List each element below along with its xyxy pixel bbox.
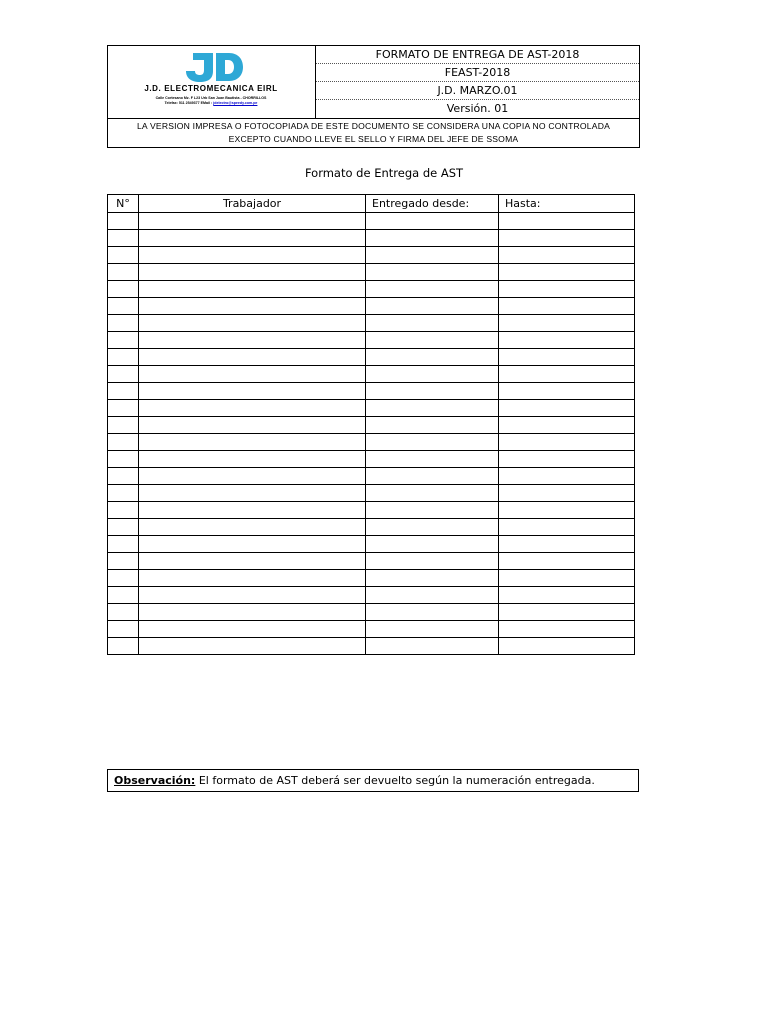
table-row bbox=[108, 349, 635, 366]
table-row bbox=[108, 451, 635, 468]
cell-delivered-from[interactable] bbox=[366, 468, 499, 485]
cell-number[interactable] bbox=[108, 485, 139, 502]
cell-delivered-from[interactable] bbox=[366, 349, 499, 366]
cell-worker[interactable] bbox=[139, 502, 366, 519]
cell-until[interactable] bbox=[499, 621, 635, 638]
table-row bbox=[108, 570, 635, 587]
cell-number[interactable] bbox=[108, 315, 139, 332]
document-date: J.D. MARZO.01 bbox=[316, 82, 639, 100]
company-contact bbox=[108, 101, 314, 105]
control-notice-line-1: LA VERSION IMPRESA O FOTOCOPIADA DE ESTE DOCUMENTO SE CONSIDERA UNA COPIA NO CONTROLADA bbox=[136, 121, 611, 131]
document-header bbox=[107, 45, 640, 148]
document-version: Versión. 01 bbox=[446, 102, 509, 115]
cell-number[interactable] bbox=[108, 434, 139, 451]
cell-until[interactable] bbox=[499, 400, 635, 417]
control-notice bbox=[108, 118, 639, 147]
document-code: FEAST-2018 bbox=[316, 64, 639, 82]
cell-until[interactable] bbox=[499, 553, 635, 570]
cell-worker[interactable] bbox=[139, 349, 366, 366]
table-row bbox=[108, 417, 635, 434]
cell-worker[interactable] bbox=[139, 587, 366, 604]
cell-number[interactable] bbox=[108, 536, 139, 553]
table-row bbox=[108, 315, 635, 332]
form-title: Formato de Entrega de AST bbox=[304, 166, 464, 180]
company-address: Calle Cortesano Mz. F L23 Urb San Juan Bautista - CHORRILLOS bbox=[155, 96, 267, 100]
delivery-table bbox=[107, 194, 635, 655]
table-row bbox=[108, 213, 635, 230]
cell-worker[interactable] bbox=[139, 621, 366, 638]
cell-worker[interactable] bbox=[139, 536, 366, 553]
company-name: J.D. ELECTROMECANICA EIRL bbox=[144, 84, 278, 93]
cell-delivered-from[interactable] bbox=[366, 281, 499, 298]
cell-number[interactable] bbox=[108, 621, 139, 638]
observation-box bbox=[107, 769, 639, 792]
cell-number[interactable] bbox=[108, 638, 139, 655]
cell-delivered-from[interactable] bbox=[366, 519, 499, 536]
cell-until[interactable] bbox=[499, 468, 635, 485]
cell-worker[interactable] bbox=[139, 519, 366, 536]
cell-until[interactable] bbox=[499, 230, 635, 247]
cell-until[interactable] bbox=[499, 247, 635, 264]
cell-until[interactable] bbox=[499, 485, 635, 502]
cell-worker[interactable] bbox=[139, 230, 366, 247]
cell-until[interactable] bbox=[499, 281, 635, 298]
cell-worker[interactable] bbox=[139, 264, 366, 281]
column-header-worker: Trabajador bbox=[139, 195, 366, 213]
column-header-delivered-from: Entregado desde: bbox=[366, 195, 499, 213]
table-row bbox=[108, 638, 635, 655]
cell-until[interactable] bbox=[499, 536, 635, 553]
cell-until[interactable] bbox=[499, 315, 635, 332]
table-row bbox=[108, 468, 635, 485]
cell-delivered-from[interactable] bbox=[366, 264, 499, 281]
cell-number[interactable] bbox=[108, 264, 139, 281]
cell-number[interactable] bbox=[108, 451, 139, 468]
cell-worker[interactable] bbox=[139, 468, 366, 485]
cell-number[interactable] bbox=[108, 519, 139, 536]
cell-number[interactable] bbox=[108, 383, 139, 400]
cell-delivered-from[interactable] bbox=[366, 383, 499, 400]
column-header-number: N° bbox=[108, 195, 139, 213]
cell-number[interactable] bbox=[108, 247, 139, 264]
cell-delivered-from[interactable] bbox=[366, 502, 499, 519]
cell-worker[interactable] bbox=[139, 400, 366, 417]
cell-worker[interactable] bbox=[139, 383, 366, 400]
cell-delivered-from[interactable] bbox=[366, 400, 499, 417]
cell-number[interactable] bbox=[108, 349, 139, 366]
cell-delivered-from[interactable] bbox=[366, 485, 499, 502]
cell-delivered-from[interactable] bbox=[366, 298, 499, 315]
company-contact-text: Telefax: 511 2549377 EMail : bbox=[164, 101, 213, 105]
cell-number[interactable] bbox=[108, 587, 139, 604]
table-row bbox=[108, 553, 635, 570]
cell-delivered-from[interactable] bbox=[366, 451, 499, 468]
cell-until[interactable] bbox=[499, 587, 635, 604]
cell-worker[interactable] bbox=[139, 485, 366, 502]
cell-until[interactable] bbox=[499, 434, 635, 451]
cell-delivered-from[interactable] bbox=[366, 315, 499, 332]
cell-number[interactable] bbox=[108, 502, 139, 519]
cell-worker[interactable] bbox=[139, 604, 366, 621]
table-row bbox=[108, 383, 635, 400]
cell-delivered-from[interactable] bbox=[366, 230, 499, 247]
cell-delivered-from[interactable] bbox=[366, 247, 499, 264]
control-notice-line-2: EXCEPTO CUANDO LLEVE EL SELLO Y FIRMA DEL JEFE DE SSOMA bbox=[228, 134, 519, 144]
cell-until[interactable] bbox=[499, 264, 635, 281]
cell-worker[interactable] bbox=[139, 315, 366, 332]
cell-until[interactable] bbox=[499, 349, 635, 366]
cell-worker[interactable] bbox=[139, 281, 366, 298]
cell-worker[interactable] bbox=[139, 298, 366, 315]
cell-until[interactable] bbox=[499, 519, 635, 536]
table-row bbox=[108, 281, 635, 298]
cell-until[interactable] bbox=[499, 383, 635, 400]
cell-until[interactable] bbox=[499, 213, 635, 230]
company-logo-block bbox=[108, 46, 316, 118]
cell-number[interactable] bbox=[108, 400, 139, 417]
company-logo bbox=[183, 51, 245, 83]
table-header-row bbox=[108, 195, 635, 213]
cell-number[interactable] bbox=[108, 570, 139, 587]
cell-until[interactable] bbox=[499, 502, 635, 519]
cell-worker[interactable] bbox=[139, 366, 366, 383]
table-row bbox=[108, 485, 635, 502]
cell-number[interactable] bbox=[108, 366, 139, 383]
cell-worker[interactable] bbox=[139, 434, 366, 451]
cell-number[interactable] bbox=[108, 604, 139, 621]
cell-delivered-from[interactable] bbox=[366, 621, 499, 638]
cell-delivered-from[interactable] bbox=[366, 434, 499, 451]
cell-worker[interactable] bbox=[139, 638, 366, 655]
table-body bbox=[108, 213, 635, 655]
cell-delivered-from[interactable] bbox=[366, 213, 499, 230]
table-row bbox=[108, 434, 635, 451]
cell-until[interactable] bbox=[499, 451, 635, 468]
cell-worker[interactable] bbox=[139, 332, 366, 349]
cell-delivered-from[interactable] bbox=[366, 587, 499, 604]
cell-number[interactable] bbox=[108, 553, 139, 570]
cell-worker[interactable] bbox=[139, 570, 366, 587]
table-row bbox=[108, 400, 635, 417]
table-row bbox=[108, 502, 635, 519]
cell-until[interactable] bbox=[499, 638, 635, 655]
cell-delivered-from[interactable] bbox=[366, 366, 499, 383]
cell-worker[interactable] bbox=[139, 213, 366, 230]
cell-delivered-from[interactable] bbox=[366, 638, 499, 655]
table-row bbox=[108, 298, 635, 315]
cell-until[interactable] bbox=[499, 417, 635, 434]
cell-number[interactable] bbox=[108, 230, 139, 247]
cell-number[interactable] bbox=[108, 468, 139, 485]
cell-delivered-from[interactable] bbox=[366, 604, 499, 621]
cell-until[interactable] bbox=[499, 604, 635, 621]
cell-worker[interactable] bbox=[139, 553, 366, 570]
cell-until[interactable] bbox=[499, 570, 635, 587]
table-row bbox=[108, 519, 635, 536]
observation-label: Observación: bbox=[114, 774, 196, 787]
cell-number[interactable] bbox=[108, 417, 139, 434]
table-row bbox=[108, 230, 635, 247]
table-row bbox=[108, 366, 635, 383]
table-row bbox=[108, 264, 635, 281]
table-row bbox=[108, 536, 635, 553]
company-email-link[interactable]: jdelectro@speedy.com.pe bbox=[213, 101, 258, 105]
column-header-until: Hasta: bbox=[499, 195, 635, 213]
observation-text: El formato de AST deberá ser devuelto según la numeración entregada. bbox=[195, 774, 595, 787]
cell-number[interactable] bbox=[108, 281, 139, 298]
cell-until[interactable] bbox=[499, 332, 635, 349]
table-row bbox=[108, 587, 635, 604]
cell-delivered-from[interactable] bbox=[366, 553, 499, 570]
cell-until[interactable] bbox=[499, 366, 635, 383]
cell-until[interactable] bbox=[499, 298, 635, 315]
table-row bbox=[108, 604, 635, 621]
table-row bbox=[108, 247, 635, 264]
table-row bbox=[108, 332, 635, 349]
cell-worker[interactable] bbox=[139, 417, 366, 434]
cell-delivered-from[interactable] bbox=[366, 570, 499, 587]
cell-number[interactable] bbox=[108, 332, 139, 349]
cell-delivered-from[interactable] bbox=[366, 332, 499, 349]
cell-worker[interactable] bbox=[139, 247, 366, 264]
cell-delivered-from[interactable] bbox=[366, 417, 499, 434]
table-row bbox=[108, 621, 635, 638]
cell-worker[interactable] bbox=[139, 451, 366, 468]
cell-delivered-from[interactable] bbox=[366, 536, 499, 553]
cell-number[interactable] bbox=[108, 213, 139, 230]
cell-number[interactable] bbox=[108, 298, 139, 315]
document-title: FORMATO DE ENTREGA DE AST-2018 bbox=[316, 46, 639, 64]
